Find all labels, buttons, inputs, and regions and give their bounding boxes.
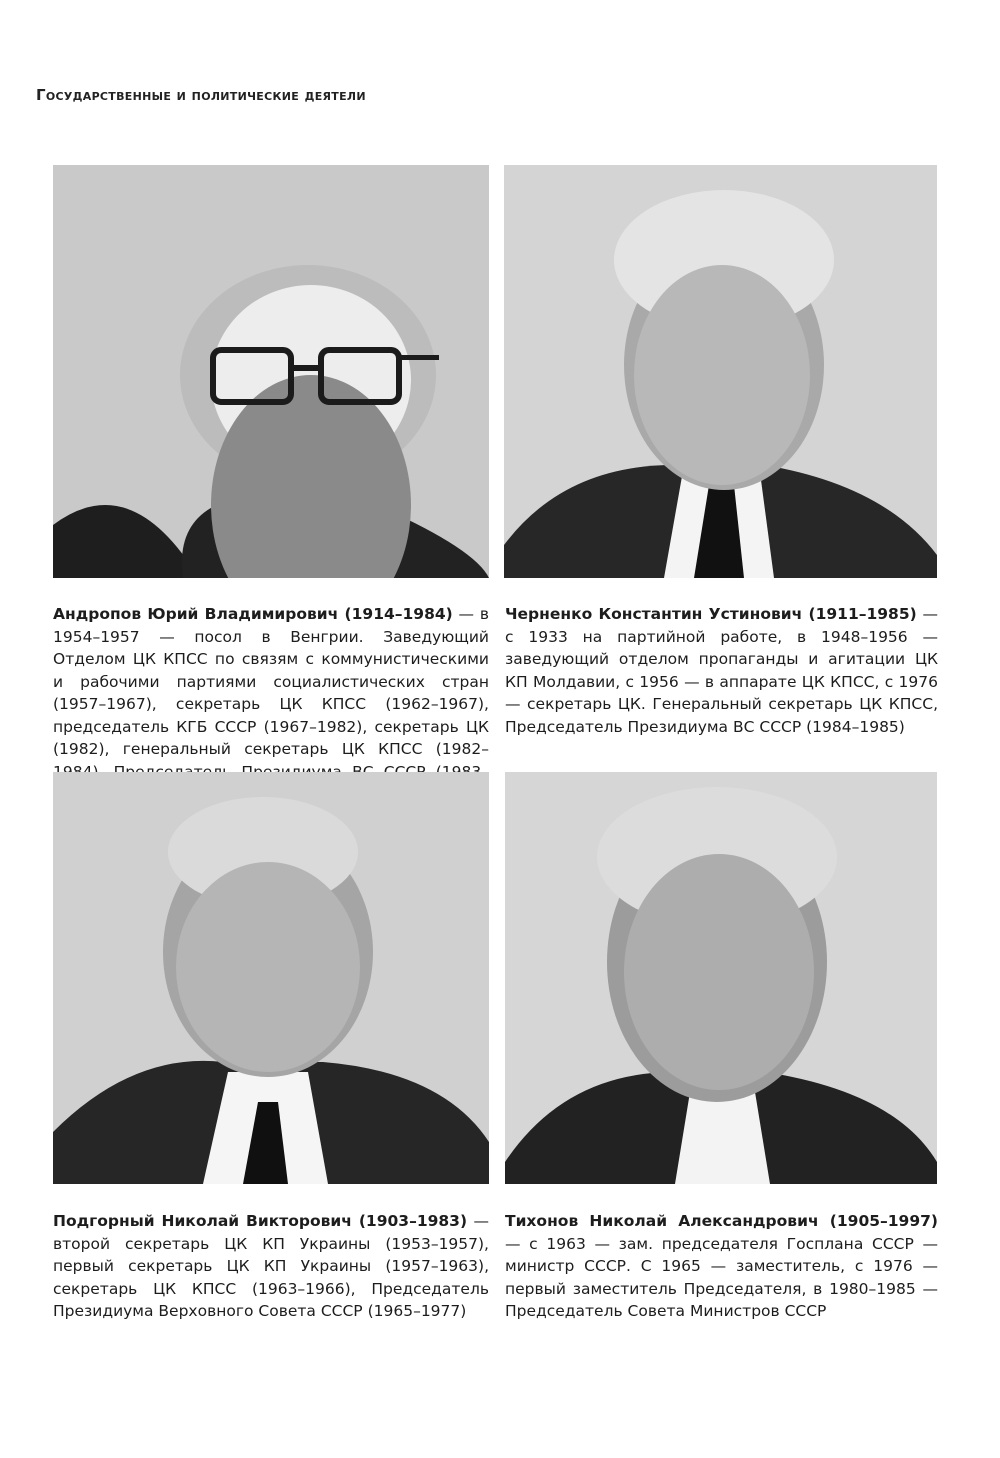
person-bio: — в 1954–1957 — посол в Венгрии. Заведующий Отделом ЦК КПСС по связям с коммунистическими и рабочими партиями социалистических стран (1957–1967), секретарь ЦК КПСС (1962–1967), председатель КГБ СССР (1967–1982), секретарь ЦК (1982), генеральный секретарь ЦК КПСС (1982– <box>53 605 489 758</box>
caption-chernenko <box>505 603 938 738</box>
person-name: Андропов Юрий Владимирович (1914–1984) <box>53 605 453 623</box>
portrait-photo-tikhonov <box>505 772 937 1184</box>
caption-podgorny <box>53 1210 489 1323</box>
portrait-photo-chernenko <box>504 165 937 578</box>
person-name: Подгорный Николай Викторович (1903–1983) <box>53 1212 468 1230</box>
person-bio: — с 1963 — зам. председателя Госплана СССР — министр СССР. С 1965 — заместитель, с 1976 — первый заместитель Председателя, в 1980–1985 — Председатель Совета Министров СССР <box>505 1234 938 1320</box>
person-name: Тихонов Николай Александрович (1905–1997) <box>505 1212 938 1230</box>
portrait-photo-andropov <box>53 165 489 578</box>
section-header: Государственные и политические деятели <box>36 86 366 104</box>
person-bio: — второй секретарь ЦК КП Украины (1953–1957), первый секретарь ЦК КП Украины (1957–1963), секретарь ЦК КПСС (1963–1966), Председатель Президиума Верховного Совета СССР (1965–1977) <box>53 1212 489 1320</box>
person-bio: — с 1933 на партийной работе, в 1948–1956 — заведующий отделом пропаганды и агитации ЦК КП Молдавии, с 1956 — в аппарате ЦК КПСС, с 1976 — секретарь ЦК. Генеральный секретарь ЦК КПСС, Председатель Президиума ВС СССР (1984–1985) <box>505 605 938 736</box>
caption-tikhonov <box>505 1210 938 1323</box>
portrait-photo-podgorny <box>53 772 489 1184</box>
person-name: Черненко Константин Устинович (1911–1985) <box>505 605 917 623</box>
